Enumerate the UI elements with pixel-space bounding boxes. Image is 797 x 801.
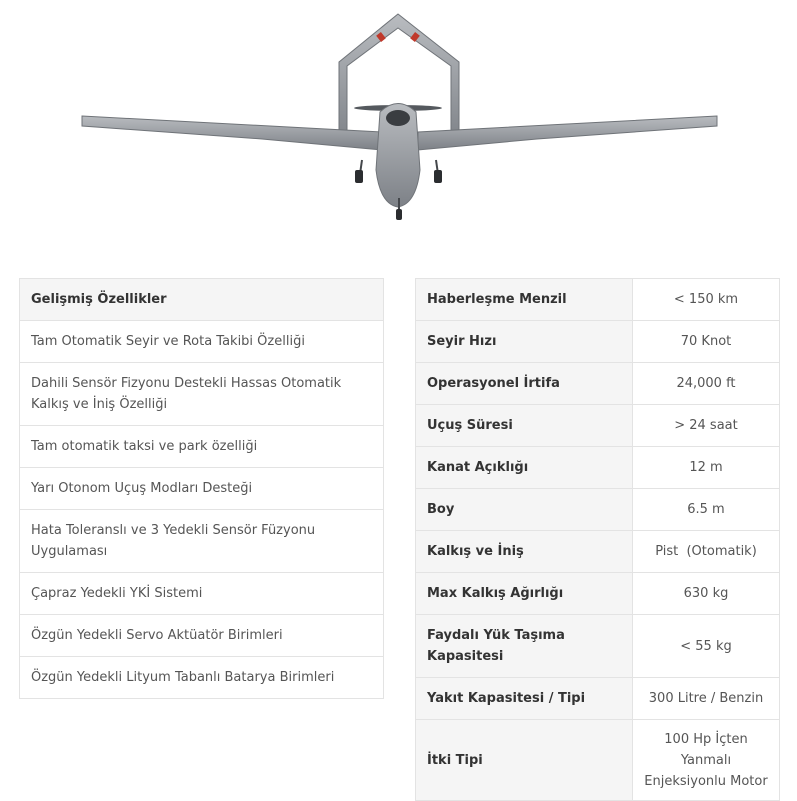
spec-value: 24,000 ft — [633, 363, 780, 405]
feature-item: Yarı Otonom Uçuş Modları Desteği — [20, 468, 384, 510]
spec-label: Yakıt Kapasitesi / Tipi — [416, 678, 633, 720]
table-row — [416, 405, 780, 447]
table-row — [20, 321, 384, 363]
feature-item: Tam Otomatik Seyir ve Rota Takibi Özelliği — [20, 321, 384, 363]
feature-item: Özgün Yedekli Lityum Tabanlı Batarya Birimleri — [20, 657, 384, 699]
table-row — [416, 321, 780, 363]
feature-item: Hata Toleranslı ve 3 Yedekli Sensör Füzyonu Uygulaması — [20, 510, 384, 573]
spec-label: Boy — [416, 489, 633, 531]
features-header: Gelişmiş Özellikler — [20, 279, 384, 321]
spec-value: 630 kg — [633, 573, 780, 615]
feature-item: Dahili Sensör Fizyonu Destekli Hassas Otomatik Kalkış ve İniş Özelliği — [20, 363, 384, 426]
table-row — [416, 678, 780, 720]
feature-item: Çapraz Yedekli YKİ Sistemi — [20, 573, 384, 615]
spec-label: Seyir Hızı — [416, 321, 633, 363]
specs-table — [415, 278, 780, 801]
spec-value: 6.5 m — [633, 489, 780, 531]
table-row — [20, 510, 384, 573]
features-table — [19, 278, 384, 699]
spec-label: Haberleşme Menzil — [416, 279, 633, 321]
table-row — [416, 447, 780, 489]
spec-value: 70 Knot — [633, 321, 780, 363]
spec-value: Pist (Otomatik) — [633, 531, 780, 573]
table-row — [20, 573, 384, 615]
table-row — [416, 363, 780, 405]
table-row — [416, 615, 780, 678]
table-row — [20, 363, 384, 426]
spec-label: Kanat Açıklığı — [416, 447, 633, 489]
spec-value: 12 m — [633, 447, 780, 489]
table-row — [20, 468, 384, 510]
table-row — [20, 615, 384, 657]
spec-value: < 150 km — [633, 279, 780, 321]
drone-image — [0, 0, 797, 240]
spec-label: Operasyonel İrtifa — [416, 363, 633, 405]
table-row — [416, 720, 780, 801]
spec-label: Faydalı Yük Taşıma Kapasitesi — [416, 615, 633, 678]
spec-label: Max Kalkış Ağırlığı — [416, 573, 633, 615]
spec-label: İtki Tipi — [416, 720, 633, 801]
table-row — [20, 657, 384, 699]
spec-label: Kalkış ve İniş — [416, 531, 633, 573]
spec-value: < 55 kg — [633, 615, 780, 678]
spec-label: Uçuş Süresi — [416, 405, 633, 447]
table-row — [416, 279, 780, 321]
spec-value: 300 Litre / Benzin — [633, 678, 780, 720]
spec-value: 100 Hp İçten Yanmalı Enjeksiyonlu Motor — [633, 720, 780, 801]
table-row — [416, 489, 780, 531]
table-row — [416, 531, 780, 573]
feature-item: Tam otomatik taksi ve park özelliği — [20, 426, 384, 468]
table-header-row — [20, 279, 384, 321]
feature-item: Özgün Yedekli Servo Aktüatör Birimleri — [20, 615, 384, 657]
table-row — [416, 573, 780, 615]
spec-value: > 24 saat — [633, 405, 780, 447]
table-row — [20, 426, 384, 468]
